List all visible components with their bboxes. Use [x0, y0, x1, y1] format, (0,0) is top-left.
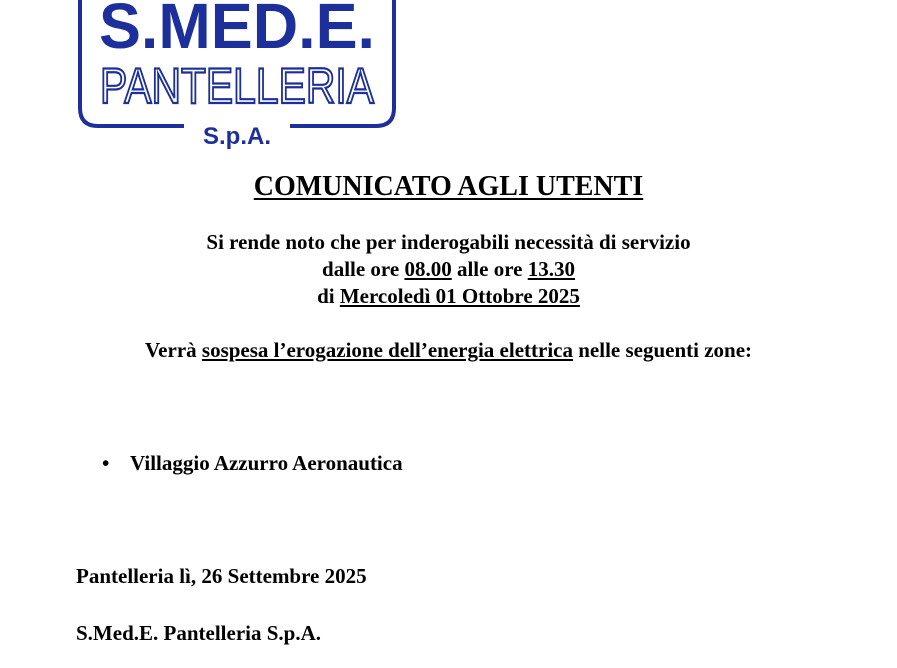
notice-body [0, 229, 897, 310]
zone-name: Villaggio Azzurro Aeronautica [130, 451, 403, 475]
bullet-icon: • [102, 451, 110, 475]
outage-date: Mercoledì 01 Ottobre 2025 [339, 284, 580, 308]
zones-intro-suffix: nelle seguenti zone: [572, 338, 753, 362]
notice-line-2 [0, 256, 897, 283]
company-logo [76, 0, 398, 150]
end-time: 13.30 [527, 257, 575, 281]
logo-legal-form-text: S.p.A. [202, 123, 272, 150]
notice-line-3 [0, 283, 897, 310]
logo-place-text: PANTELLERIA [100, 58, 375, 114]
notice-title: COMUNICATO AGLI UTENTI [253, 171, 644, 202]
zones-intro [0, 338, 897, 363]
logo-company-text: S.MED.E. [99, 0, 375, 62]
time-prefix: dalle ore [322, 257, 405, 281]
zones-intro-prefix: Verrà [144, 338, 202, 362]
time-middle: alle ore [451, 257, 528, 281]
zones-intro-emphasis: sospesa l’erogazione dell’energia elettrica [201, 338, 573, 362]
start-time: 08.00 [404, 257, 452, 281]
signature: S.Med.E. Pantelleria S.p.A. [76, 621, 321, 645]
zone-list [102, 451, 403, 476]
place-date: Pantelleria lì, 26 Settembre 2025 [76, 564, 367, 588]
notice-line-1: Si rende noto che per inderogabili necessità di servizio [206, 230, 691, 254]
date-prefix: di [317, 284, 340, 308]
list-item [102, 451, 403, 476]
